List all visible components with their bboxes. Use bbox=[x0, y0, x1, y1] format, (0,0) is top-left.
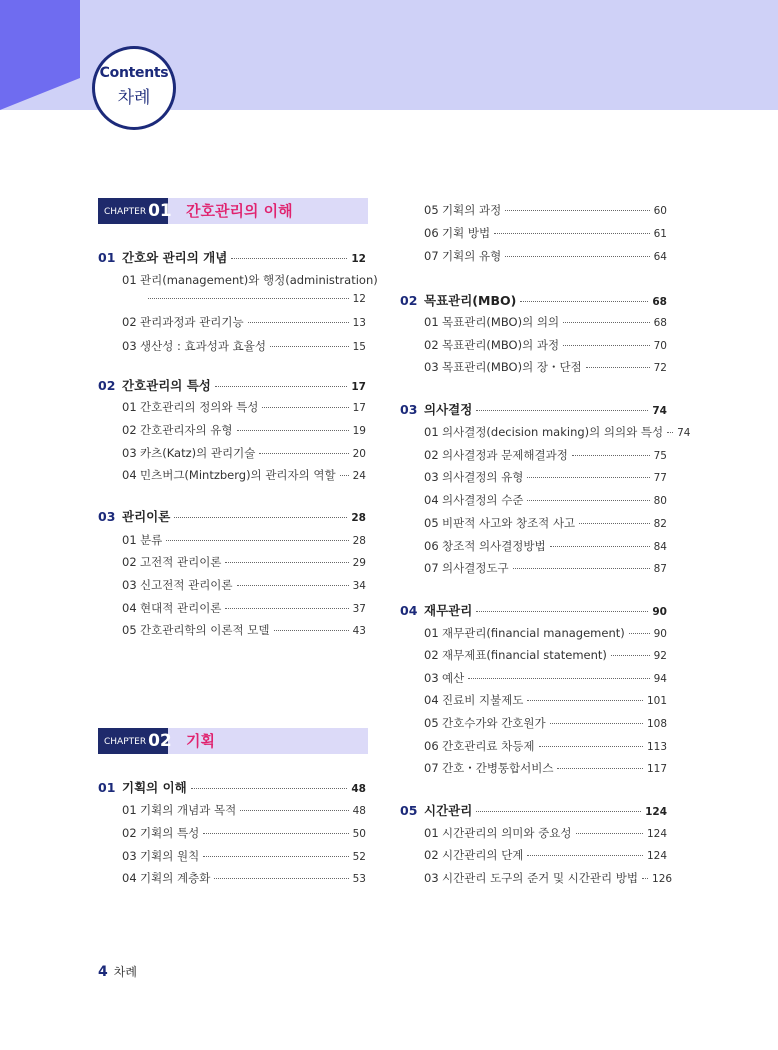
chapter-header bbox=[98, 728, 368, 754]
toc-item-row[interactable] bbox=[424, 538, 667, 554]
contents-title-en: Contents bbox=[99, 65, 169, 81]
toc-title: 기획의 개념과 목적 bbox=[140, 803, 237, 817]
toc-item-row[interactable] bbox=[122, 338, 366, 354]
toc-number: 05 bbox=[400, 803, 418, 818]
toc-item-row[interactable] bbox=[144, 293, 366, 305]
toc-page-number: 19 bbox=[352, 425, 366, 437]
toc-item-row[interactable] bbox=[122, 399, 366, 415]
toc-page-number: 90 bbox=[653, 628, 667, 640]
toc-item-row[interactable] bbox=[424, 870, 673, 886]
toc-page-number: 43 bbox=[352, 625, 366, 637]
toc-page-number: 75 bbox=[653, 450, 667, 462]
toc-number: 04 bbox=[424, 493, 439, 507]
toc-item-row[interactable] bbox=[424, 202, 667, 218]
toc-title: 간호관리의 정의와 특성 bbox=[140, 400, 259, 414]
toc-page-number: 101 bbox=[646, 695, 667, 707]
toc-item-row[interactable] bbox=[424, 337, 667, 353]
toc-page-number: 64 bbox=[653, 251, 667, 263]
toc-title: 창조적 의사결정방법 bbox=[442, 539, 546, 553]
toc-leader-dots bbox=[148, 298, 349, 299]
toc-number: 05 bbox=[424, 716, 439, 730]
toc-item-row[interactable] bbox=[424, 670, 667, 686]
toc-leader-dots bbox=[572, 455, 650, 456]
toc-leader-dots bbox=[629, 633, 650, 634]
toc-item-row[interactable] bbox=[122, 272, 378, 288]
toc-number: 03 bbox=[424, 871, 439, 885]
toc-leader-dots bbox=[667, 432, 673, 433]
toc-number: 02 bbox=[424, 338, 439, 352]
chapter-label: CHAPTER 01 bbox=[98, 198, 168, 224]
toc-page-number: 48 bbox=[352, 805, 366, 817]
toc-number: 03 bbox=[122, 339, 137, 353]
toc-title: 분류 bbox=[140, 533, 163, 547]
toc-leader-dots bbox=[611, 655, 650, 656]
toc-leader-dots bbox=[550, 546, 650, 547]
toc-item-row[interactable] bbox=[122, 870, 366, 886]
toc-number: 02 bbox=[122, 423, 137, 437]
toc-leader-dots bbox=[225, 608, 348, 609]
toc-title: 의사결정의 수준 bbox=[442, 493, 524, 507]
toc-number: 07 bbox=[424, 761, 439, 775]
toc-item-row[interactable] bbox=[424, 692, 667, 708]
toc-page-number: 90 bbox=[652, 606, 667, 618]
toc-title: 간호관리료 차등제 bbox=[442, 739, 535, 753]
toc-title: 기획의 과정 bbox=[442, 203, 502, 217]
toc-title: 신고전적 관리이론 bbox=[140, 578, 233, 592]
toc-leader-dots bbox=[505, 210, 649, 211]
toc-title: 시간관리의 단계 bbox=[442, 848, 524, 862]
toc-number: 04 bbox=[122, 871, 137, 885]
toc-leader-dots bbox=[642, 878, 648, 879]
toc-number: 03 bbox=[122, 578, 137, 592]
toc-number: 04 bbox=[122, 601, 137, 615]
contents-badge bbox=[92, 46, 176, 130]
toc-item-row[interactable] bbox=[122, 532, 366, 548]
toc-page-number: 94 bbox=[653, 673, 667, 685]
toc-leader-dots bbox=[240, 810, 348, 811]
toc-title: 기획의 유형 bbox=[442, 249, 502, 263]
toc-page-number: 12 bbox=[352, 293, 366, 305]
toc-title: 민츠버그(Mintzberg)의 관리자의 역할 bbox=[140, 468, 336, 482]
toc-item-row[interactable] bbox=[424, 760, 667, 776]
toc-number: 06 bbox=[424, 226, 439, 240]
toc-leader-dots bbox=[166, 540, 348, 541]
toc-page-number: 17 bbox=[352, 402, 366, 414]
toc-title: 재무제표(financial statement) bbox=[442, 648, 607, 662]
toc-title: 비판적 사고와 창조적 사고 bbox=[442, 516, 576, 530]
toc-leader-dots bbox=[505, 256, 649, 257]
toc-number: 05 bbox=[122, 623, 137, 637]
toc-leader-dots bbox=[476, 611, 648, 612]
toc-item-row[interactable] bbox=[122, 802, 366, 818]
toc-item-row[interactable] bbox=[424, 248, 667, 264]
toc-leader-dots bbox=[259, 453, 348, 454]
toc-section-row[interactable] bbox=[98, 248, 366, 266]
toc-item-row[interactable] bbox=[122, 554, 366, 570]
toc-item-row[interactable] bbox=[122, 314, 366, 330]
chapter-title: 간호관리의 이해 bbox=[186, 202, 293, 220]
toc-leader-dots bbox=[527, 855, 643, 856]
toc-number: 06 bbox=[424, 539, 439, 553]
toc-title: 목표관리(MBO)의 과정 bbox=[442, 338, 560, 352]
toc-leader-dots bbox=[214, 878, 348, 879]
toc-leader-dots bbox=[586, 367, 650, 368]
toc-item-row[interactable] bbox=[122, 848, 366, 864]
toc-page-number: 17 bbox=[351, 381, 366, 393]
toc-page-number: 13 bbox=[352, 317, 366, 329]
toc-item-row[interactable] bbox=[424, 625, 667, 641]
toc-number: 02 bbox=[98, 378, 116, 393]
toc-number: 05 bbox=[424, 203, 439, 217]
toc-number: 02 bbox=[424, 648, 439, 662]
toc-number: 02 bbox=[424, 448, 439, 462]
toc-item-row[interactable] bbox=[424, 825, 667, 841]
toc-item-row[interactable] bbox=[424, 647, 667, 663]
toc-title: 기획의 이해 bbox=[122, 780, 187, 795]
toc-page-number: 124 bbox=[645, 806, 667, 818]
toc-number: 03 bbox=[424, 470, 439, 484]
toc-leader-dots bbox=[576, 833, 643, 834]
toc-number: 02 bbox=[122, 315, 137, 329]
toc-title: 의사결정 bbox=[424, 402, 473, 417]
toc-leader-dots bbox=[237, 430, 349, 431]
toc-leader-dots bbox=[563, 345, 650, 346]
toc-leader-dots bbox=[550, 723, 643, 724]
toc-title: 현대적 관리이론 bbox=[140, 601, 222, 615]
toc-section-row[interactable] bbox=[400, 291, 667, 309]
toc-title: 의사결정도구 bbox=[442, 561, 509, 575]
toc-leader-dots bbox=[579, 523, 649, 524]
toc-number: 02 bbox=[122, 826, 137, 840]
toc-number: 01 bbox=[424, 315, 439, 329]
toc-page-number: 126 bbox=[652, 873, 673, 885]
toc-title: 목표관리(MBO)의 의의 bbox=[442, 315, 560, 329]
toc-page-number: 50 bbox=[352, 828, 366, 840]
toc-leader-dots bbox=[340, 475, 349, 476]
toc-title: 의사결정과 문제해결과정 bbox=[442, 448, 568, 462]
toc-number: 01 bbox=[424, 826, 439, 840]
toc-leader-dots bbox=[174, 517, 347, 518]
toc-section-row[interactable] bbox=[400, 801, 667, 819]
toc-number: 01 bbox=[98, 250, 116, 265]
toc-leader-dots bbox=[476, 410, 648, 411]
toc-title: 시간관리 bbox=[424, 803, 473, 818]
toc-title: 카츠(Katz)의 관리기술 bbox=[140, 446, 256, 460]
toc-title: 시간관리의 의미와 중요성 bbox=[442, 826, 572, 840]
toc-title: 관리과정과 관리기능 bbox=[140, 315, 244, 329]
toc-item-row[interactable] bbox=[424, 492, 667, 508]
toc-item-row[interactable] bbox=[122, 622, 366, 638]
toc-number: 04 bbox=[424, 693, 439, 707]
toc-number: 03 bbox=[122, 849, 137, 863]
toc-leader-dots bbox=[191, 788, 348, 789]
toc-item-row[interactable] bbox=[122, 422, 366, 438]
toc-item-row[interactable] bbox=[424, 314, 667, 330]
toc-title: 관리이론 bbox=[122, 509, 171, 524]
toc-number: 01 bbox=[122, 533, 137, 547]
toc-title: 예산 bbox=[442, 671, 465, 685]
toc-title: 간호관리자의 유형 bbox=[140, 423, 233, 437]
toc-title: 기획의 계층화 bbox=[140, 871, 211, 885]
toc-page-number: 124 bbox=[646, 850, 667, 862]
toc-title: 기획 방법 bbox=[442, 226, 491, 240]
toc-page-number: 92 bbox=[653, 650, 667, 662]
chapter-number: 02 bbox=[148, 731, 172, 751]
toc-page-number: 87 bbox=[653, 563, 667, 575]
toc-leader-dots bbox=[248, 322, 349, 323]
toc-leader-dots bbox=[237, 585, 349, 586]
page-number: 4 bbox=[98, 964, 108, 980]
toc-title: 기획의 원칙 bbox=[140, 849, 200, 863]
toc-leader-dots bbox=[527, 500, 649, 501]
toc-page-number: 29 bbox=[352, 557, 366, 569]
toc-item-row[interactable] bbox=[424, 515, 667, 531]
toc-leader-dots bbox=[215, 386, 347, 387]
toc-number: 04 bbox=[122, 468, 137, 482]
toc-number: 07 bbox=[424, 249, 439, 263]
toc-page-number: 124 bbox=[646, 828, 667, 840]
toc-leader-dots bbox=[476, 811, 641, 812]
toc-number: 06 bbox=[424, 739, 439, 753]
contents-title-ko: 차례 bbox=[117, 88, 151, 108]
toc-title: 관리(management)와 행정(administration) bbox=[140, 273, 378, 287]
toc-section-row[interactable] bbox=[400, 601, 667, 619]
page-footer bbox=[98, 963, 137, 980]
toc-title: 시간관리 도구의 준거 및 시간관리 방법 bbox=[442, 871, 639, 885]
toc-number: 03 bbox=[424, 671, 439, 685]
toc-title: 고전적 관리이론 bbox=[140, 555, 222, 569]
toc-number: 03 bbox=[400, 402, 418, 417]
toc-item-row[interactable] bbox=[424, 359, 667, 375]
toc-title: 생산성 : 효과성과 효율성 bbox=[140, 339, 266, 353]
toc-leader-dots bbox=[262, 407, 348, 408]
toc-page-number: 28 bbox=[352, 535, 366, 547]
toc-page-number: 84 bbox=[653, 541, 667, 553]
toc-item-row[interactable] bbox=[424, 715, 667, 731]
toc-title: 간호수가와 간호원가 bbox=[442, 716, 546, 730]
toc-section-row[interactable] bbox=[98, 376, 366, 394]
toc-item-row[interactable] bbox=[122, 577, 366, 593]
toc-leader-dots bbox=[270, 346, 349, 347]
toc-leader-dots bbox=[231, 258, 347, 259]
toc-section-row[interactable] bbox=[400, 400, 667, 418]
toc-page-number: 34 bbox=[352, 580, 366, 592]
toc-item-row[interactable] bbox=[424, 424, 691, 440]
toc-page-number: 52 bbox=[352, 851, 366, 863]
toc-page-number: 70 bbox=[653, 340, 667, 352]
toc-page-number: 28 bbox=[351, 512, 366, 524]
toc-leader-dots bbox=[468, 678, 649, 679]
toc-item-row[interactable] bbox=[122, 825, 366, 841]
toc-page-number: 68 bbox=[653, 317, 667, 329]
toc-page-number: 80 bbox=[653, 495, 667, 507]
toc-title: 간호관리의 특성 bbox=[122, 378, 211, 393]
toc-leader-dots bbox=[527, 477, 649, 478]
toc-page-number: 53 bbox=[352, 873, 366, 885]
toc-page-number: 74 bbox=[652, 405, 667, 417]
toc-leader-dots bbox=[494, 233, 650, 234]
toc-number: 01 bbox=[424, 425, 439, 439]
toc-number: 01 bbox=[98, 780, 116, 795]
toc-number: 02 bbox=[424, 848, 439, 862]
chapter-header bbox=[98, 198, 368, 224]
toc-item-row[interactable] bbox=[122, 600, 366, 616]
toc-number: 01 bbox=[122, 273, 137, 287]
toc-page-number: 12 bbox=[351, 253, 366, 265]
toc-title: 간호와 관리의 개념 bbox=[122, 250, 228, 265]
toc-leader-dots bbox=[557, 768, 642, 769]
toc-number: 07 bbox=[424, 561, 439, 575]
toc-page-number: 82 bbox=[653, 518, 667, 530]
toc-item-row[interactable] bbox=[122, 445, 366, 461]
toc-section-row[interactable] bbox=[98, 778, 366, 796]
toc-page-number: 113 bbox=[646, 741, 667, 753]
toc-title: 목표관리(MBO)의 장・단점 bbox=[442, 360, 582, 374]
toc-title: 재무관리 bbox=[424, 603, 473, 618]
toc-number: 04 bbox=[400, 603, 418, 618]
toc-page-number: 72 bbox=[653, 362, 667, 374]
toc-number: 03 bbox=[424, 360, 439, 374]
toc-title: 간호관리학의 이론적 모델 bbox=[140, 623, 270, 637]
toc-title: 기획의 특성 bbox=[140, 826, 200, 840]
toc-title: 목표관리(MBO) bbox=[424, 293, 517, 308]
toc-section-row[interactable] bbox=[98, 507, 366, 525]
toc-number: 02 bbox=[122, 555, 137, 569]
toc-item-row[interactable] bbox=[424, 847, 667, 863]
toc-item-row[interactable] bbox=[424, 560, 667, 576]
chapter-title: 기획 bbox=[186, 732, 215, 750]
toc-title: 의사결정의 유형 bbox=[442, 470, 524, 484]
toc-page-number: 61 bbox=[653, 228, 667, 240]
toc-item-row[interactable] bbox=[424, 738, 667, 754]
toc-page-number: 15 bbox=[352, 341, 366, 353]
toc-leader-dots bbox=[203, 856, 348, 857]
toc-page-number: 48 bbox=[351, 783, 366, 795]
toc-leader-dots bbox=[274, 630, 349, 631]
toc-number: 02 bbox=[400, 293, 418, 308]
toc-page-number: 37 bbox=[352, 603, 366, 615]
toc-title: 재무관리(financial management) bbox=[442, 626, 625, 640]
toc-item-row[interactable] bbox=[424, 469, 667, 485]
toc-leader-dots bbox=[225, 562, 348, 563]
toc-title: 진료비 지불제도 bbox=[442, 693, 524, 707]
toc-page-number: 24 bbox=[352, 470, 366, 482]
chapter-label: CHAPTER 02 bbox=[98, 728, 168, 754]
toc-number: 01 bbox=[122, 400, 137, 414]
toc-number: 05 bbox=[424, 516, 439, 530]
toc-leader-dots bbox=[513, 568, 650, 569]
footer-label: 차례 bbox=[113, 965, 137, 979]
toc-title: 간호・간병통합서비스 bbox=[442, 761, 554, 775]
toc-page-number: 108 bbox=[646, 718, 667, 730]
toc-leader-dots bbox=[203, 833, 348, 834]
toc-leader-dots bbox=[539, 746, 643, 747]
toc-page-number: 60 bbox=[653, 205, 667, 217]
toc-title: 의사결정(decision making)의 의의와 특성 bbox=[442, 425, 664, 439]
toc-page-number: 20 bbox=[352, 448, 366, 460]
toc-item-row[interactable] bbox=[424, 225, 667, 241]
toc-leader-dots bbox=[563, 322, 650, 323]
toc-item-row[interactable] bbox=[122, 467, 366, 483]
toc-number: 01 bbox=[424, 626, 439, 640]
toc-page-number: 68 bbox=[652, 296, 667, 308]
toc-page-number: 77 bbox=[653, 472, 667, 484]
toc-number: 03 bbox=[98, 509, 116, 524]
toc-page-number: 74 bbox=[677, 427, 691, 439]
toc-page-number: 117 bbox=[646, 763, 667, 775]
toc-leader-dots bbox=[527, 700, 643, 701]
toc-number: 03 bbox=[122, 446, 137, 460]
toc-number: 01 bbox=[122, 803, 137, 817]
toc-item-row[interactable] bbox=[424, 447, 667, 463]
toc-leader-dots bbox=[520, 301, 648, 302]
chapter-number: 01 bbox=[148, 201, 172, 221]
